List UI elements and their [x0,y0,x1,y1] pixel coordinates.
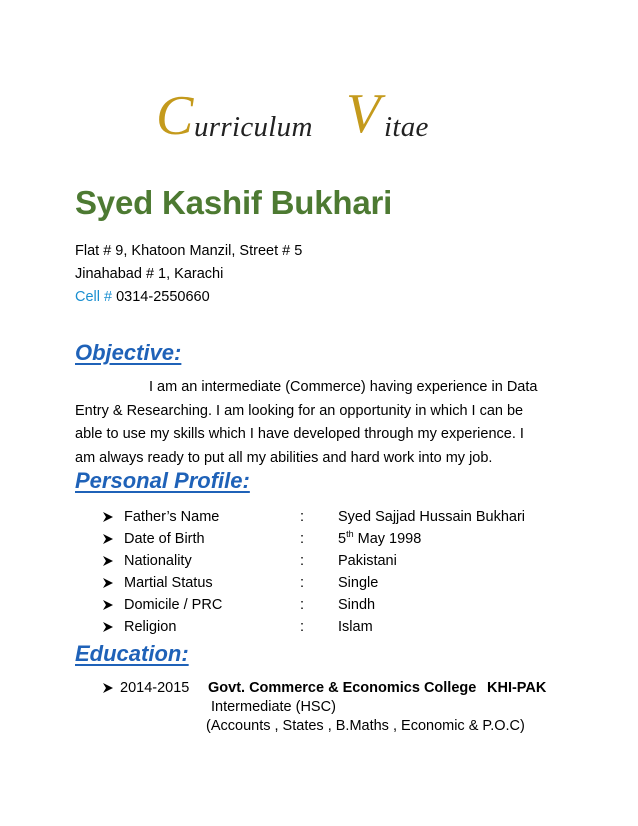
profile-label: Nationality [124,553,192,569]
profile-row-fathers-name [102,506,582,528]
profile-row-nationality [102,550,582,572]
profile-separator: : [300,575,305,591]
personal-profile-list [102,506,582,638]
profile-label: Father’s Name [124,509,220,525]
profile-value: Islam [338,619,373,635]
profile-separator: : [300,553,305,569]
profile-label: Date of Birth [124,531,205,547]
education-years: 2014-2015 [120,680,190,696]
profile-value: Single [338,575,379,591]
contact-block [75,240,302,309]
profile-row-religion [102,616,582,638]
objective-paragraph [75,376,575,470]
title-initial-c: C [156,85,194,147]
objective-line: am always ready to put all my abilities and hard work into my job. [75,449,493,466]
profile-row-marital-status [102,572,582,594]
profile-row-domicile [102,594,582,616]
education-subjects: (Accounts , States , B.Maths , Economic & P.O.C) [206,718,525,734]
objective-line: Entry & Researching. I am looking for an opportunity in which I can be [75,402,524,419]
address-line-1: Flat # 9, Khatoon Manzil, Street # 5 [75,243,303,259]
cell-label: Cell # [75,289,113,305]
cell-number: 0314-2550660 [116,289,210,305]
arrow-bullet-icon [102,594,116,616]
document-title [156,82,456,152]
profile-value: Pakistani [338,553,397,569]
profile-separator: : [300,619,305,635]
objective-line: able to use my skills which I have developed through my experience. I [75,426,524,442]
education-row [102,679,602,698]
education-level: Intermediate (HSC) [211,699,336,715]
personal-profile-heading: Personal Profile: [75,468,250,493]
education-heading: Education: [75,641,189,666]
title-word-curriculum: urriculum [194,111,313,143]
education-location: KHI-PAK [487,680,547,696]
arrow-bullet-icon [102,616,116,638]
arrow-bullet-icon [102,528,116,550]
profile-separator: : [300,531,305,547]
objective-heading: Objective: [75,340,182,365]
profile-label: Martial Status [124,575,213,591]
dob-day-suffix: th [346,529,354,540]
arrow-bullet-icon [102,550,116,572]
arrow-bullet-icon [102,572,116,594]
dob-month-year: May 1998 [353,531,422,547]
profile-value: Sindh [338,597,376,613]
profile-label: Domicile / PRC [124,597,223,613]
education-entry [102,679,602,734]
profile-value: Syed Sajjad Hussain Bukhari [338,509,525,525]
address-line-2: Jinahabad # 1, Karachi [75,266,224,282]
arrow-bullet-icon [102,506,116,528]
objective-line: I am an intermediate (Commerce) having experience in Data [149,379,538,395]
profile-value [338,528,421,550]
profile-separator: : [300,597,305,613]
education-institution: Govt. Commerce & Economics College [208,680,477,696]
profile-label: Religion [124,619,177,635]
title-word-vitae: itae [384,111,429,143]
dob-day: 5 [338,531,347,547]
candidate-name: Syed Kashif Bukhari [75,184,393,221]
title-initial-v: V [346,83,381,145]
profile-row-date-of-birth [102,528,582,550]
phone-line [75,286,302,309]
arrow-bullet-icon [102,679,116,701]
profile-separator: : [300,509,305,525]
